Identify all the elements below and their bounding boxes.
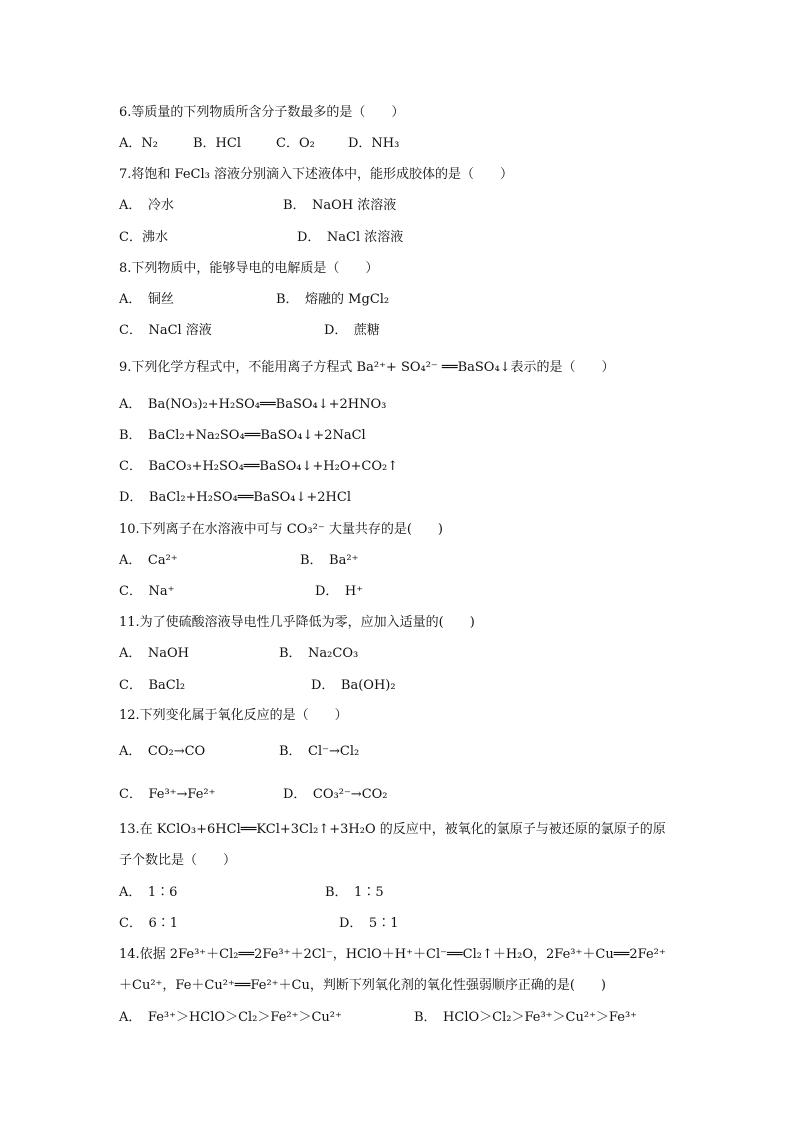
option-d: D． NaCl 浓溶液 [297, 230, 404, 245]
option-d: D． CO₃²⁻→CO₂ [283, 787, 388, 802]
option-a: A． Ba(NO₃)₂+H₂SO₄══BaSO₄↓+2HNO₃ [119, 397, 387, 412]
question-stem: 10.下列离子在水溶液中可与 CO₃²⁻ 大量共存的是( ) [119, 522, 443, 537]
question-stem: 11.为了使硫酸溶液导电性几乎降低为零，应加入适量的( ) [119, 615, 475, 630]
question-stem: 14.依据 2Fe³⁺＋Cl₂══2Fe³⁺＋2Cl⁻，HClO＋H⁺＋Cl⁻══Cl₂↑＋H₂O，2Fe³⁺＋Cu══2Fe²⁺ [119, 947, 666, 962]
option-b: B． 1∶5 [325, 885, 384, 900]
option-a: A． Fe³⁺＞HClO＞Cl₂＞Fe²⁺＞Cu²⁺ [119, 1010, 342, 1025]
question-stem: 6.等质量的下列物质所含分子数最多的是（ ） [119, 105, 405, 120]
option-b: B． NaOH 浓溶液 [283, 198, 397, 213]
question-stem-continued: 子个数比是（ ） [119, 853, 237, 868]
option-c: C．O₂ [276, 136, 315, 151]
option-c: C． Fe³⁺→Fe²⁺ [119, 787, 216, 802]
question-stem-continued: ＋Cu²⁺，Fe＋Cu²⁺══Fe²⁺＋Cu，判断下列氧化剂的氧化性强弱顺序正确的是( ) [119, 978, 606, 993]
question-stem: 9.下列化学方程式中，不能用离子方程式 Ba²⁺+ SO₄²⁻ ══BaSO₄↓表示的是（ ） [119, 360, 615, 375]
option-d: D． 5∶1 [339, 916, 399, 931]
option-a: A．N₂ [119, 136, 158, 151]
option-b: B． Na₂CO₃ [279, 646, 359, 661]
question-stem: 12.下列变化属于氧化反应的是（ ） [119, 708, 348, 723]
option-c: C． BaCO₃+H₂SO₄══BaSO₄↓+H₂O+CO₂↑ [119, 459, 399, 474]
option-a: A． Ca²⁺ [119, 553, 178, 568]
option-b: B．HCl [193, 136, 241, 151]
option-b: B． BaCl₂+Na₂SO₄══BaSO₄↓+2NaCl [119, 428, 366, 443]
option-b: B． Cl⁻→Cl₂ [279, 744, 360, 759]
option-c: C． NaCl 溶液 [119, 323, 212, 338]
question-stem: 8.下列物质中，能够导电的电解质是（ ） [119, 261, 379, 276]
option-d: D． Ba(OH)₂ [311, 678, 396, 693]
option-d: D． 蔗糖 [324, 323, 380, 338]
question-stem: 7.将饱和 FeCl₃ 溶液分别滴入下述液体中，能形成胶体的是（ ） [119, 167, 513, 182]
option-d: D． H⁺ [315, 584, 364, 599]
option-b: B． 熔融的 MgCl₂ [276, 292, 390, 307]
option-c: C．沸水 [119, 230, 168, 245]
question-stem: 13.在 KClO₃+6HCl══KCl+3Cl₂↑+3H₂O 的反应中，被氧化的氯原子与被还原的氯原子的原 [119, 822, 666, 837]
option-d: D． BaCl₂+H₂SO₄══BaSO₄↓+2HCl [119, 490, 351, 505]
option-a: A． 冷水 [119, 198, 174, 213]
option-c: C． Na⁺ [119, 584, 175, 599]
option-a: A． 1∶6 [119, 885, 178, 900]
option-c: C． 6∶1 [119, 916, 178, 931]
option-c: C． BaCl₂ [119, 678, 186, 693]
option-a: A． 铜丝 [119, 292, 174, 307]
option-b: B． HClO＞Cl₂＞Fe³⁺＞Cu²⁺＞Fe³⁺ [414, 1010, 638, 1025]
option-a: A． CO₂→CO [119, 744, 206, 759]
option-a: A． NaOH [119, 646, 190, 661]
option-d: D．NH₃ [348, 136, 400, 151]
option-b: B． Ba²⁺ [300, 553, 359, 568]
